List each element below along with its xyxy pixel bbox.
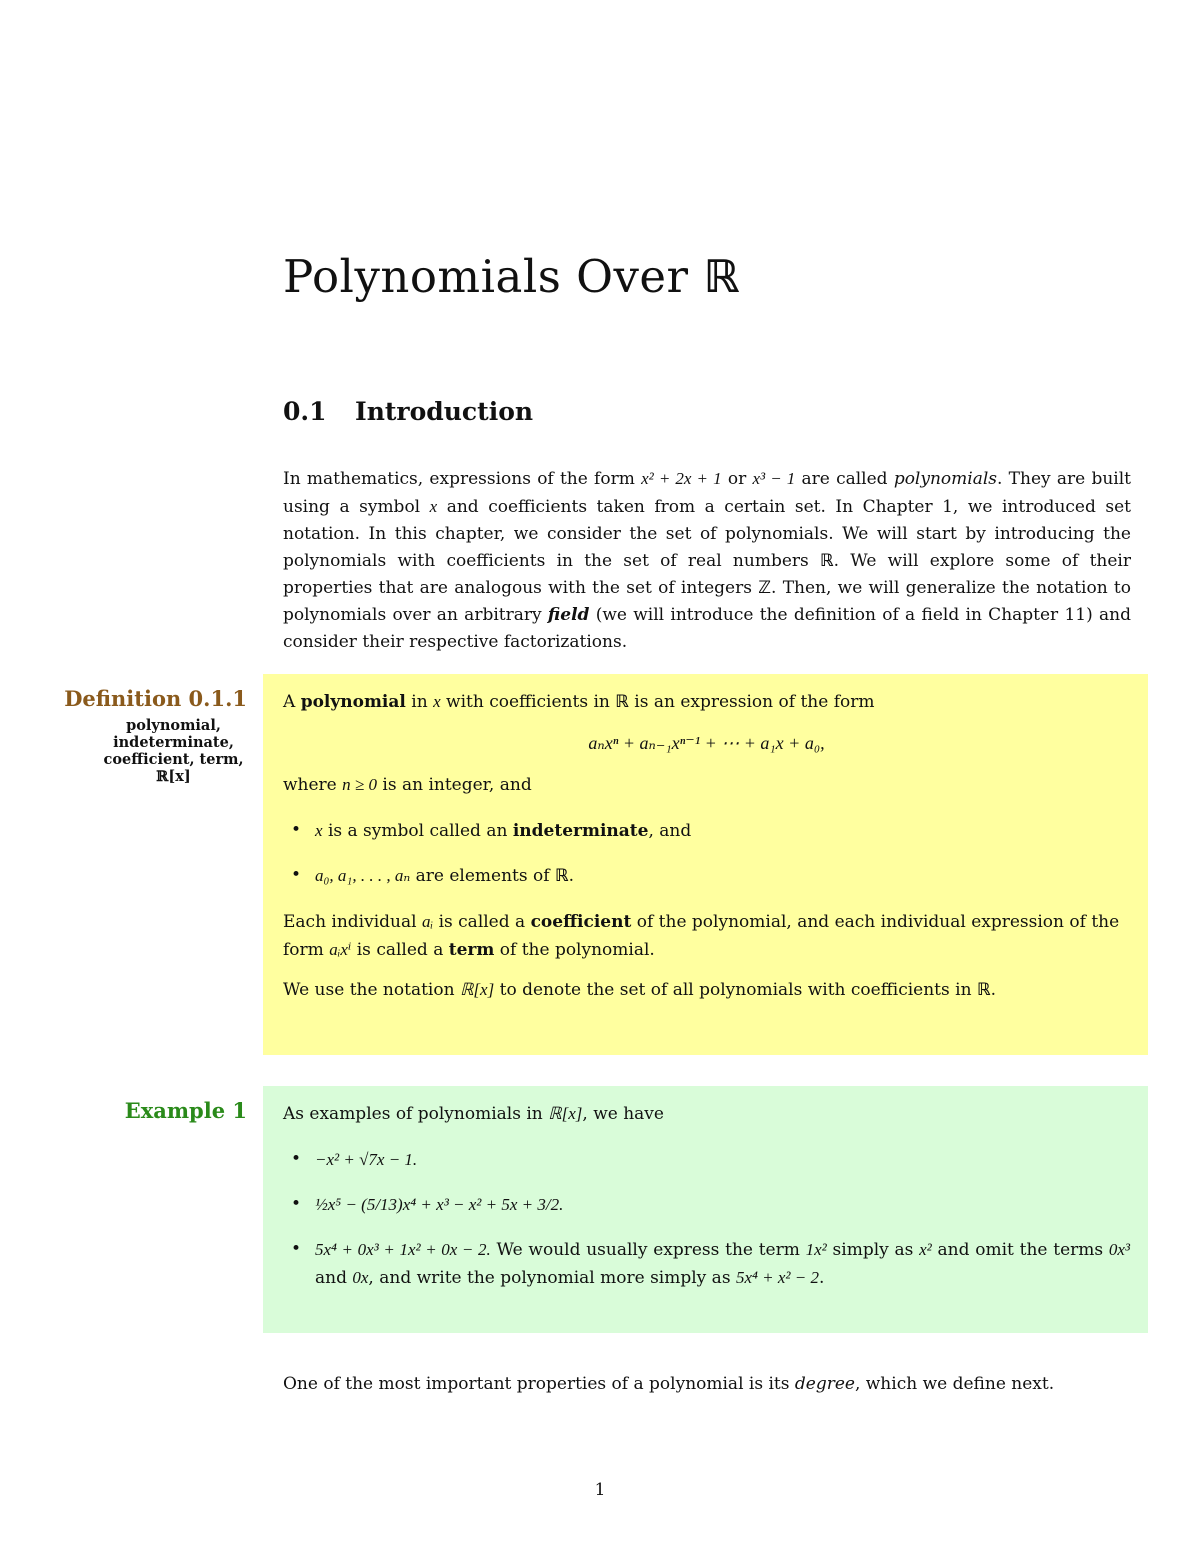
math-expression: x³ − 1 — [752, 469, 796, 488]
example-sidebar — [40, 1098, 247, 1123]
math-expression: x² + 2x + 1 — [641, 469, 722, 488]
example-list — [283, 1146, 1130, 1292]
example-label: Example 1 — [124, 1098, 247, 1123]
definition-intro: A polynomial in x with coefficients in ℝ is an expression of the form — [283, 692, 875, 712]
definition-notation: We use the notation ℝ[x] to denote the set of all polynomials with coefficients in ℝ. — [283, 980, 996, 1000]
definition-label: Definition 0.1.1 — [64, 686, 247, 711]
intro-paragraph: In mathematics, expressions of the form x² + 2x + 1 or x³ − 1 are called polynomials. They are built using a symbol x and coefficients taken from a certain set. In Chapter 1, we introduced set notation. In this chapter, we consider the set of polynomials. We will start by introducing the polynomials with coefficients in the set of real numbers ℝ. We will explore some of their properties that are analogous with the set of integers ℤ. Then, we will generalize the notation to polynomials over an arbitrary field (we will introduce the definition of a field in Chapter 11) and consider their respective factorizations. — [283, 469, 1132, 652]
keyword: term — [448, 940, 495, 960]
definition-keywords: polynomial, indeterminate, coefficient, term, ℝ[x] — [103, 717, 244, 785]
definition-sidebar — [40, 686, 247, 785]
definition-list — [283, 817, 1130, 890]
keyword: polynomial — [300, 692, 406, 712]
emphasis: polynomials — [893, 469, 998, 489]
list-item: • 5x⁴ + 0x³ + 1x² + 0x − 2. We would usually express the term 1x² simply as x² and omit the terms 0x³ and 0x, and write the polynomial more simply as 5x⁴ + x² − 2. — [315, 1236, 1130, 1292]
list-item: • a₀, a₁, . . . , aₙ are elements of ℝ. — [315, 862, 1130, 890]
list-item — [315, 1191, 1130, 1219]
emphasis: degree — [794, 1374, 855, 1394]
definition-box — [263, 674, 1148, 1055]
math-expression: −x² + √7x − 1. — [315, 1150, 418, 1169]
example-intro: As examples of polynomials in ℝ[x], we have — [283, 1104, 664, 1124]
definition-condition: where n ≥ 0 is an integer, and — [283, 775, 532, 795]
example-box — [263, 1086, 1148, 1333]
list-item — [315, 1146, 1130, 1174]
chapter-title: Polynomials Over ℝ — [283, 250, 740, 303]
emphasis: field — [547, 605, 590, 625]
list-item: • x is a symbol called an indeterminate, and — [315, 817, 1130, 845]
display-formula: aₙxⁿ + aₙ₋₁xⁿ⁻¹ + ⋯ + a₁x + a₀, — [588, 733, 825, 753]
page-number: 1 — [594, 1480, 606, 1500]
real-numbers-symbol: ℝ — [703, 250, 740, 303]
definition-paragraph: Each individual aᵢ is called a coefficient of the polynomial, and each individual expression of the form aᵢxⁱ is called a term of the polynomial. — [283, 912, 1120, 960]
keyword: coefficient — [530, 912, 632, 932]
section-title: Introduction — [355, 397, 534, 426]
section-heading — [283, 397, 533, 426]
math-expression: ½x⁵ − (5/13)x⁴ + x³ − x² + 5x + 3/2. — [315, 1195, 564, 1214]
section-number: 0.1 — [283, 397, 327, 426]
closing-paragraph: One of the most important properties of a polynomial is its degree, which we define next. — [283, 1374, 1055, 1394]
keyword: indeterminate — [512, 821, 649, 841]
